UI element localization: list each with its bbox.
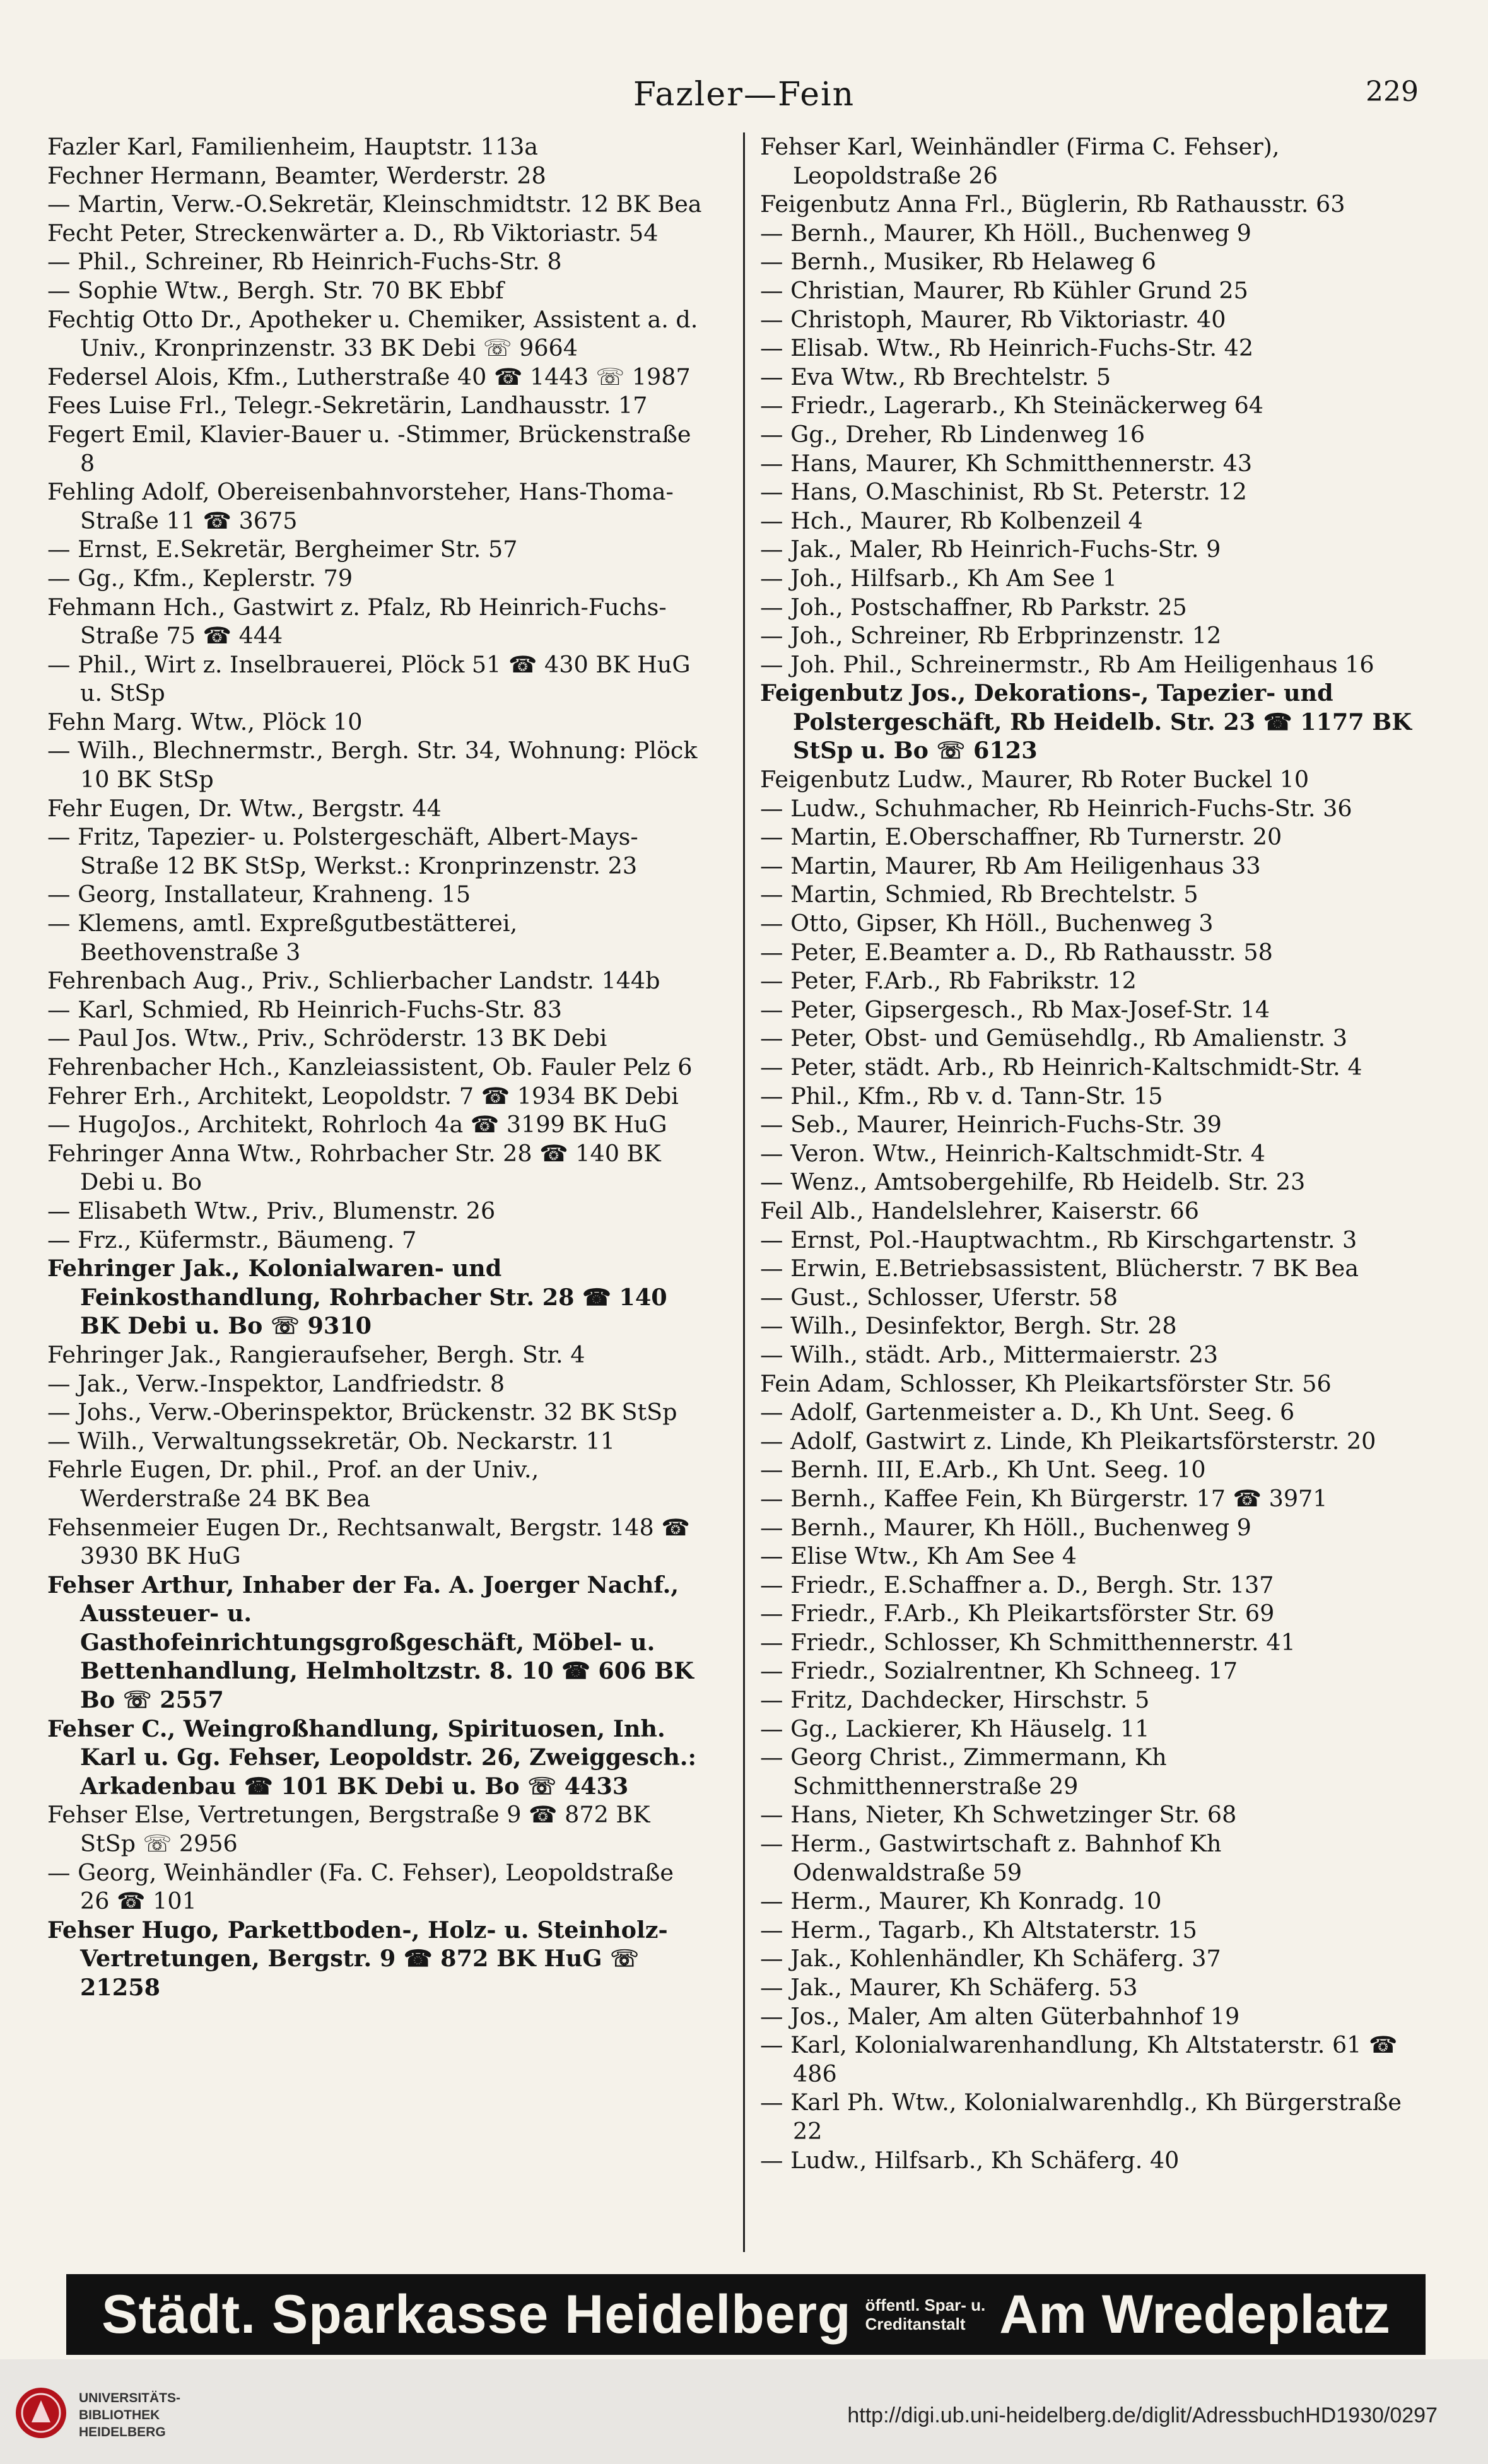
directory-entry: — Jak., Verw.-Inspektor, Landfriedstr. 8 [47,1370,505,1397]
directory-entry: — Ludw., Schuhmacher, Rb Heinrich-Fuchs-Str. 36 [760,794,1352,822]
directory-entry: — Wilh., Verwaltungssekretär, Ob. Neckarstr. 11 [47,1427,616,1455]
directory-entry: — Christoph, Maurer, Rb Viktoriastr. 40 [760,305,1226,333]
directory-entry: Fecht Peter, Streckenwärter a. D., Rb Viktoriastr. 54 [47,219,659,247]
directory-entry: — Gg., Kfm., Keplerstr. 79 [47,564,353,592]
directory-entry: — Herm., Maurer, Kh Konradg. 10 [760,1887,1162,1915]
directory-entry: Fehrer Erh., Architekt, Leopoldstr. 7 ☎ 1934 BK Debi [47,1082,679,1110]
directory-entry: Fehsenmeier Eugen Dr., Rechtsanwalt, Bergstr. 148 ☎ 3930 BK HuG [47,1513,690,1570]
directory-entry: — Wilh., Blechnermstr., Bergh. Str. 34, Wohnung: Plöck 10 BK StSp [47,737,698,794]
directory-entry: Fehser Else, Vertretungen, Bergstraße 9 ☎ 872 BK StSp ☏ 2956 [47,1801,650,1858]
directory-entry: — Phil., Wirt z. Inselbrauerei, Plöck 51 ☎ 430 BK HuG u. StSp [47,650,691,707]
left-column [47,132,703,2265]
directory-entry: Fehrenbacher Hch., Kanzleiassistent, Ob. Fauler Pelz 6 [47,1053,693,1081]
directory-entry: — Peter, Gipsergesch., Rb Max-Josef-Str. 14 [760,995,1270,1023]
directory-entry: — Friedr., Lagerarb., Kh Steinäckerweg 64 [760,392,1264,419]
directory-entry: — Bernh., Kaffee Fein, Kh Bürgerstr. 17 ☎ 3971 [760,1484,1328,1512]
directory-entry: — Frz., Küfermstr., Bäumeng. 7 [47,1226,417,1253]
directory-entry: — Wenz., Amtsobergehilfe, Rb Heidelb. Str. 23 [760,1168,1306,1196]
directory-entry: Fees Luise Frl., Telegr.-Sekretärin, Landhausstr. 17 [47,392,648,419]
library-name-line2: BIBLIOTHEK [79,2408,160,2422]
directory-entry: — Georg Christ., Zimmermann, Kh Schmitthennerstraße 29 [760,1744,1167,1800]
directory-entry: — Bernh., Maurer, Kh Höll., Buchenweg 9 [760,1513,1251,1541]
directory-entry: Fehling Adolf, Obereisenbahnvorsteher, Hans-Thoma-Straße 11 ☎ 3675 [47,478,674,534]
directory-entry: — Peter, Obst- und Gemüsehdlg., Rb Amalienstr. 3 [760,1024,1347,1052]
page-number: 229 [1366,76,1419,108]
directory-entry: — HugoJos., Architekt, Rohrloch 4a ☎ 3199 BK HuG [47,1111,667,1139]
directory-entry: Fehmann Hch., Gastwirt z. Pfalz, Rb Heinrich-Fuchs-Straße 75 ☎ 444 [47,593,667,650]
banner-small-bottom: Creditanstalt [865,2314,966,2333]
directory-entry: — Karl, Schmied, Rb Heinrich-Fuchs-Str. 83 [47,995,562,1023]
directory-entry: Fehr Eugen, Dr. Wtw., Bergstr. 44 [47,794,442,822]
directory-entry: — Wilh., Desinfektor, Bergh. Str. 28 [760,1312,1177,1340]
directory-entry: — Gg., Lackierer, Kh Häuselg. 11 [760,1715,1150,1742]
directory-entry: — Paul Jos. Wtw., Priv., Schröderstr. 13 BK Debi [47,1024,607,1052]
directory-entry: — Ludw., Hilfsarb., Kh Schäferg. 40 [760,2146,1180,2174]
library-name-line3: HEIDELBERG [79,2425,166,2439]
directory-entry: — Gust., Schlosser, Uferstr. 58 [760,1283,1118,1311]
directory-entry: — Ernst, Pol.-Hauptwachtm., Rb Kirschgartenstr. 3 [760,1226,1357,1253]
directory-entry: — Klemens, amtl. Expreßgutbestätterei, Beethovenstraße 3 [47,910,518,966]
directory-entry: Fegert Emil, Klavier-Bauer u. -Stimmer, Brückenstraße 8 [47,420,691,477]
directory-entry: — Eva Wtw., Rb Brechtelstr. 5 [760,363,1111,390]
directory-entry: — Elisab. Wtw., Rb Heinrich-Fuchs-Str. 42 [760,334,1254,362]
university-seal-icon [13,2385,69,2441]
library-name [79,2390,180,2441]
directory-entry: — Martin, Verw.-O.Sekretär, Kleinschmidtstr. 12 BK Bea [47,191,702,218]
directory-entry: — Fritz, Tapezier- u. Polstergeschäft, Albert-Mays-Straße 12 BK StSp, Werkst.: Kronprinzenstr. 23 [47,823,638,879]
directory-entry: — Peter, E.Beamter a. D., Rb Rathausstr. 58 [760,938,1273,966]
page-title: Fazler—Fein [633,76,855,114]
directory-entry: — Martin, Schmied, Rb Brechtelstr. 5 [760,881,1198,908]
directory-entry: — Sophie Wtw., Bergh. Str. 70 BK Ebbf [47,276,504,304]
directory-entry: — Bernh., Maurer, Kh Höll., Buchenweg 9 [760,219,1251,247]
directory-entry: — Jak., Maler, Rb Heinrich-Fuchs-Str. 9 [760,536,1221,563]
directory-entry: Feigenbutz Anna Frl., Büglerin, Rb Rathausstr. 63 [760,191,1345,218]
library-name-line1: UNIVERSITÄTS- [79,2391,181,2405]
banner-small-top: öffentl. Spar- u. [865,2296,986,2314]
digitization-footer [0,2359,1488,2464]
directory-entry: — Bernh. III, E.Arb., Kh Unt. Seeg. 10 [760,1456,1206,1484]
directory-entry: Fehser Arthur, Inhaber der Fa. A. Joerger Nachf., Aussteuer- u. Gasthofeinrichtungsgroßgeschäft, Möbel- u. Bettenhandlung, Helmholtzstr. 8. 10 ☎ 606 BK Bo ☏ 2557 [47,1571,694,1714]
right-column [760,132,1416,2265]
directory-entry: Fehringer Jak., Rangieraufseher, Bergh. Str. 4 [47,1341,585,1368]
directory-entry: Fehringer Anna Wtw., Rohrbacher Str. 28 ☎ 140 BK Debi u. Bo [47,1139,661,1196]
directory-entry: Feigenbutz Jos., Dekorations-, Tapezier- und Polstergeschäft, Rb Heidelb. Str. 23 ☎ 1177 BK StSp u. Bo ☏ 6123 [760,679,1412,765]
directory-entry: — Adolf, Gartenmeister a. D., Kh Unt. Seeg. 6 [760,1399,1295,1426]
banner-main-text: Städt. Sparkasse Heidelberg [102,2284,852,2345]
directory-entry: — Peter, städt. Arb., Rb Heinrich-Kaltschmidt-Str. 4 [760,1053,1362,1081]
directory-entry: — Friedr., E.Schaffner a. D., Bergh. Str. 137 [760,1571,1274,1599]
directory-entry: — Gg., Dreher, Rb Lindenweg 16 [760,420,1145,448]
directory-entry: — Jak., Kohlenhändler, Kh Schäferg. 37 [760,1945,1221,1973]
directory-entry: — Christian, Maurer, Rb Kühler Grund 25 [760,276,1248,304]
directory-entry: — Friedr., Sozialrentner, Kh Schneeg. 17 [760,1657,1238,1685]
directory-entry: — Georg, Weinhändler (Fa. C. Fehser), Leopoldstraße 26 ☎ 101 [47,1858,674,1915]
column-divider [743,132,745,2252]
directory-entry: — Peter, F.Arb., Rb Fabrikstr. 12 [760,967,1137,995]
directory-entry: — Joh., Hilfsarb., Kh Am See 1 [760,564,1117,592]
directory-entry: — Hans, Nieter, Kh Schwetzinger Str. 68 [760,1801,1237,1829]
directory-entry: — Herm., Gastwirtschaft z. Bahnhof Kh Odenwaldstraße 59 [760,1830,1222,1886]
directory-entry: — Karl Ph. Wtw., Kolonialwarenhdlg., Kh Bürgerstraße 22 [760,2089,1402,2145]
directory-entry: Feigenbutz Ludw., Maurer, Rb Roter Buckel 10 [760,766,1309,794]
banner-tail-text: Am Wredeplatz [999,2284,1390,2345]
directory-entry: — Jos., Maler, Am alten Güterbahnhof 19 [760,2002,1240,2030]
directory-entry: Fehser Hugo, Parkettboden-, Holz- u. Steinholz-Vertretungen, Bergstr. 9 ☎ 872 BK HuG ☏ 21258 [47,1916,668,2001]
directory-entry: Fazler Karl, Familienheim, Hauptstr. 113a [47,133,539,160]
directory-entry: — Jak., Maurer, Kh Schäferg. 53 [760,1974,1138,2001]
directory-entry: — Erwin, E.Betriebsassistent, Blücherstr. 7 BK Bea [760,1255,1359,1282]
directory-entry: — Martin, E.Oberschaffner, Rb Turnerstr. 20 [760,823,1282,851]
directory-entry: — Wilh., städt. Arb., Mittermaierstr. 23 [760,1341,1219,1368]
directory-entry: — Joh. Phil., Schreinermstr., Rb Am Heiligenhaus 16 [760,650,1374,678]
directory-entry: — Phil., Kfm., Rb v. d. Tann-Str. 15 [760,1082,1163,1110]
source-url-link[interactable]: http://digi.ub.uni-heidelberg.de/diglit/AdressbuchHD1930/0297 [847,2403,1438,2427]
directory-entry: Fein Adam, Schlosser, Kh Pleikartsförster Str. 56 [760,1370,1332,1397]
directory-entry: — Friedr., Schlosser, Kh Schmitthennerstr. 41 [760,1628,1296,1656]
directory-entry: Fechner Hermann, Beamter, Werderstr. 28 [47,161,546,189]
directory-entry: — Georg, Installateur, Krahneng. 15 [47,881,471,908]
directory-entry: Fehser Karl, Weinhändler (Firma C. Fehser), Leopoldstraße 26 [760,133,1280,189]
directory-entry: — Elisabeth Wtw., Priv., Blumenstr. 26 [47,1197,496,1224]
directory-entry: — Herm., Tagarb., Kh Altstaterstr. 15 [760,1916,1197,1944]
directory-entry: — Seb., Maurer, Heinrich-Fuchs-Str. 39 [760,1111,1222,1139]
directory-entry: — Veron. Wtw., Heinrich-Kaltschmidt-Str. 4 [760,1139,1266,1167]
directory-entry: — Hans, Maurer, Kh Schmitthennerstr. 43 [760,449,1253,477]
directory-entry: — Fritz, Dachdecker, Hirschstr. 5 [760,1686,1150,1714]
directory-entry: — Ernst, E.Sekretär, Bergheimer Str. 57 [47,536,518,563]
directory-entry: — Elise Wtw., Kh Am See 4 [760,1542,1077,1570]
directory-entry: — Hch., Maurer, Rb Kolbenzeil 4 [760,507,1143,534]
banner-small-text [865,2296,986,2333]
directory-entry: Federsel Alois, Kfm., Lutherstraße 40 ☎ 1443 ☏ 1987 [47,363,691,390]
directory-entry: Fehser C., Weingroßhandlung, Spirituosen, Inh. Karl u. Gg. Fehser, Leopoldstr. 26, Zweiggesch.: Arkadenbau ☎ 101 BK Debi u. Bo ☏ 4433 [47,1715,696,1800]
directory-entry: — Karl, Kolonialwarenhandlung, Kh Altstaterstr. 61 ☎ 486 [760,2031,1398,2087]
directory-entry: — Bernh., Musiker, Rb Helaweg 6 [760,248,1156,276]
directory-entry: — Joh., Postschaffner, Rb Parkstr. 25 [760,593,1187,621]
directory-entry: Fehringer Jak., Kolonialwaren- und Feinkosthandlung, Rohrbacher Str. 28 ☎ 140 BK Debi u. Bo ☏ 9310 [47,1255,667,1340]
directory-entry: — Otto, Gipser, Kh Höll., Buchenweg 3 [760,910,1214,937]
directory-entry: Feil Alb., Handelslehrer, Kaiserstr. 66 [760,1197,1199,1224]
advertisement-banner [66,2274,1426,2355]
directory-entry: — Friedr., F.Arb., Kh Pleikartsförster Str. 69 [760,1600,1275,1628]
directory-entry: — Adolf, Gastwirt z. Linde, Kh Pleikartsförsterstr. 20 [760,1427,1376,1455]
directory-entry: Fechtig Otto Dr., Apotheker u. Chemiker, Assistent a. d. Univ., Kronprinzenstr. 33 BK Debi ☏ 9664 [47,305,698,362]
directory-entry: Fehrenbach Aug., Priv., Schlierbacher Landstr. 144b [47,967,660,995]
directory-entry: Fehrle Eugen, Dr. phil., Prof. an der Univ., Werderstraße 24 BK Bea [47,1456,539,1512]
directory-entry: — Joh., Schreiner, Rb Erbprinzenstr. 12 [760,622,1222,650]
directory-entry: Fehn Marg. Wtw., Plöck 10 [47,708,363,736]
directory-entry: — Johs., Verw.-Oberinspektor, Brückenstr. 32 BK StSp [47,1399,677,1426]
directory-entry: — Phil., Schreiner, Rb Heinrich-Fuchs-Str. 8 [47,248,562,276]
directory-entry: — Martin, Maurer, Rb Am Heiligenhaus 33 [760,852,1261,879]
page-header [0,76,1488,126]
directory-entry: — Hans, O.Maschinist, Rb St. Peterstr. 12 [760,478,1247,506]
